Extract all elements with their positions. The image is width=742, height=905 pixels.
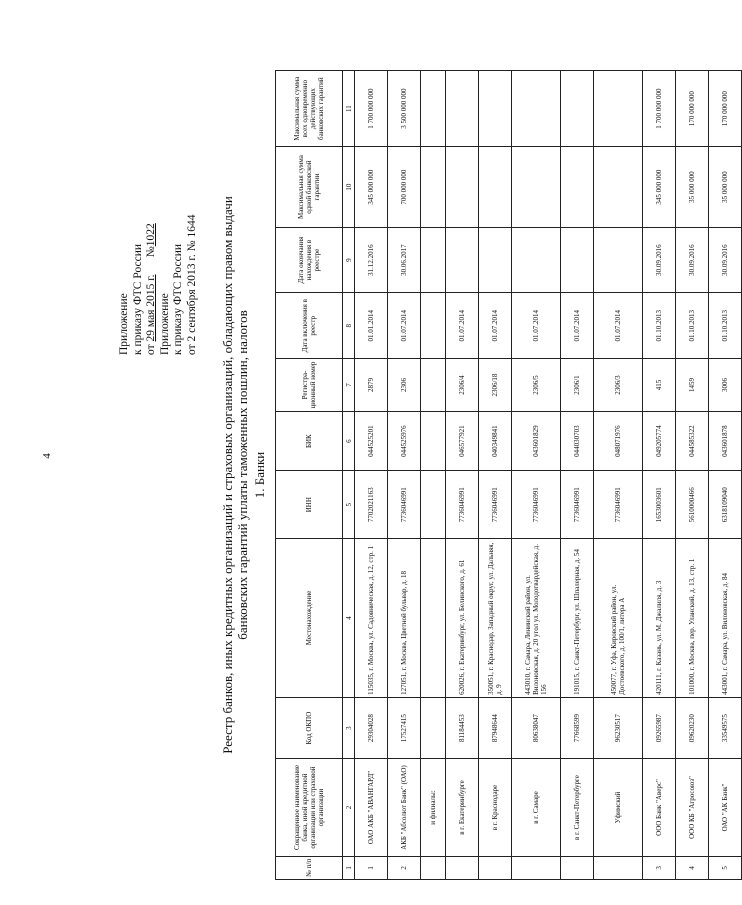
table-row [446, 71, 479, 880]
bik: 046577921 [446, 412, 479, 471]
max-total-guarantees [421, 71, 446, 147]
registration-number: 2879 [355, 359, 388, 412]
row-number [512, 856, 561, 879]
date-expiry [446, 227, 479, 293]
registration-number: 2306/1 [561, 359, 594, 412]
title-line-1: Реестр банков, иных кредитных организаций и страховых организаций, обладающих правом выдачи [220, 196, 235, 754]
column-header: Код ОКПО [276, 697, 343, 758]
title-line-2: банковских гарантий уплаты таможенных пошлин, налогов [235, 310, 250, 640]
bank-address: 101000, г. Москва, пер. Уланский, д. 13, стр. 1 [676, 539, 709, 698]
date-expiry [561, 227, 594, 293]
registration-number: 1459 [676, 359, 709, 412]
column-number: 8 [343, 293, 355, 359]
column-number: 9 [343, 227, 355, 293]
okpo-code: 81184453 [446, 697, 479, 758]
max-single-guarantee: 345 000 000 [355, 147, 388, 227]
bik: 049205774 [643, 412, 676, 471]
column-header: БИК [276, 412, 343, 471]
inn: 7736046991 [512, 471, 561, 539]
table-row [676, 71, 709, 880]
appendix-line-5: к приказу ФТС России [172, 244, 184, 355]
max-total-guarantees: 1 700 000 000 [643, 71, 676, 147]
date-included: 01.07.2014 [561, 293, 594, 359]
date-included: 01.07.2014 [388, 293, 421, 359]
date-expiry: 30.09.2016 [676, 227, 709, 293]
okpo-code: 33549575 [709, 697, 742, 758]
column-number: 4 [343, 539, 355, 698]
date-included: 01.07.2014 [479, 293, 512, 359]
max-total-guarantees [479, 71, 512, 147]
bank-address [421, 539, 446, 698]
max-total-guarantees [512, 71, 561, 147]
column-header: Регистра-ционный номер [276, 359, 343, 412]
column-number: 2 [343, 759, 355, 856]
okpo-code: 77668599 [561, 697, 594, 758]
bank-name: в г. Самаре [512, 759, 561, 856]
registration-number: 2306/18 [479, 359, 512, 412]
table-body [355, 71, 742, 880]
row-number [446, 856, 479, 879]
table-row [355, 71, 388, 880]
okpo-code: 09620230 [676, 697, 709, 758]
appendix-line-2: к приказу ФТС России [131, 244, 144, 355]
max-single-guarantee [512, 147, 561, 227]
row-number: 5 [709, 856, 742, 879]
table-row [512, 71, 561, 880]
okpo-code: 96230517 [594, 697, 643, 758]
okpo-code: 09265987 [643, 697, 676, 758]
column-header: Местонахождение [276, 539, 343, 698]
row-number: 4 [676, 856, 709, 879]
column-number: 5 [343, 471, 355, 539]
bank-name: ООО КБ "Агросоюз" [676, 759, 709, 856]
appendix-line-3 [145, 55, 159, 355]
date-expiry [421, 227, 446, 293]
registration-number [421, 359, 446, 412]
date-included [421, 293, 446, 359]
column-header: Максимальная сумма всех одновременно действующих банковских гарантий [276, 71, 343, 147]
date-expiry [479, 227, 512, 293]
date-included: 01.10.2013 [676, 293, 709, 359]
bank-address: 127051, г. Москва, Цветной бульвар, д. 18 [388, 539, 421, 698]
max-single-guarantee [446, 147, 479, 227]
appendix-order-number: 1022 [145, 223, 157, 247]
registration-number: 3006 [709, 359, 742, 412]
okpo-code: 29304028 [355, 697, 388, 758]
bank-address: 191015, г. Санкт-Петербург, ул. Шпалерная, д. 54 [561, 539, 594, 698]
page-number: 4 [40, 453, 53, 459]
date-expiry [512, 227, 561, 293]
date-included: 01.07.2014 [512, 293, 561, 359]
bik [421, 412, 446, 471]
table-row [421, 71, 446, 880]
inn: 7736046991 [388, 471, 421, 539]
date-included: 01.10.2013 [709, 293, 742, 359]
max-total-guarantees [446, 71, 479, 147]
table-header-row [276, 71, 343, 880]
inn: 7702021163 [355, 471, 388, 539]
bik: 040349841 [479, 412, 512, 471]
bik: 043601829 [512, 412, 561, 471]
column-number: 11 [343, 71, 355, 147]
appendix-line-4: Приложение [158, 293, 171, 355]
bank-name: в г. Краснодаре [479, 759, 512, 856]
bank-name: ООО Банк "Аверс" [643, 759, 676, 856]
max-total-guarantees: 170 000 000 [676, 71, 709, 147]
inn: 7736046991 [479, 471, 512, 539]
registration-number: 2306 [388, 359, 421, 412]
table-row [561, 71, 594, 880]
bik: 043601878 [709, 412, 742, 471]
column-header: Дата включения в реестр [276, 293, 343, 359]
inn: 6318109040 [709, 471, 742, 539]
appendix-block [118, 55, 199, 355]
row-number: 1 [355, 856, 388, 879]
max-single-guarantee: 345 000 000 [643, 147, 676, 227]
column-number: 3 [343, 697, 355, 758]
appendix-order-date: 29 мая 2015 г. [145, 274, 157, 342]
appendix-number-label: № [145, 246, 157, 258]
row-number [479, 856, 512, 879]
date-expiry: 30.09.2016 [643, 227, 676, 293]
registration-number: 2306/4 [446, 359, 479, 412]
date-included: 01.10.2013 [643, 293, 676, 359]
column-header: ИНН [276, 471, 343, 539]
table-row [479, 71, 512, 880]
bik: 044585322 [676, 412, 709, 471]
bank-address: 350051, г. Краснодар, Западный округ, ул. Дальняя, д. 9 [479, 539, 512, 698]
table-row [388, 71, 421, 880]
max-single-guarantee [561, 147, 594, 227]
row-number [561, 856, 594, 879]
appendix-line-1: Приложение [118, 293, 130, 355]
bank-address: 443010, г. Самара, Ленинский район, ул. Вилоновская, д. 20 угол ул. Молодогвардейская, д. 156 [512, 539, 561, 698]
max-single-guarantee [479, 147, 512, 227]
bank-address: 620026, г. Екатеринбург, ул. Белинского, д. 61 [446, 539, 479, 698]
date-included: 01.01.2014 [355, 293, 388, 359]
max-single-guarantee: 35 000 000 [709, 147, 742, 227]
registration-number: 2306/3 [594, 359, 643, 412]
okpo-code: 87948644 [479, 697, 512, 758]
table-row [709, 71, 742, 880]
okpo-code: 80638047 [512, 697, 561, 758]
row-number [594, 856, 643, 879]
inn: 7736046991 [594, 471, 643, 539]
table-column-numbers-row [343, 71, 355, 880]
bik: 044525976 [388, 412, 421, 471]
bik: 048071976 [594, 412, 643, 471]
column-header: Сокращенное наименование банка, иной кредитной организации или страховой организации [276, 759, 343, 856]
column-number: 6 [343, 412, 355, 471]
date-expiry: 30.09.2016 [709, 227, 742, 293]
max-single-guarantee: 700 000 000 [388, 147, 421, 227]
date-included: 01.07.2014 [594, 293, 643, 359]
column-header: № п/п [276, 856, 343, 879]
row-number [421, 856, 446, 879]
max-total-guarantees: 1 700 000 000 [355, 71, 388, 147]
bank-name: Уфимский [594, 759, 643, 856]
max-total-guarantees: 170 000 000 [709, 71, 742, 147]
column-number: 1 [343, 856, 355, 879]
date-expiry [594, 227, 643, 293]
max-single-guarantee [594, 147, 643, 227]
registry-table [275, 70, 742, 880]
max-single-guarantee: 35 000 000 [676, 147, 709, 227]
max-single-guarantee [421, 147, 446, 227]
okpo-code: 17527415 [388, 697, 421, 758]
column-header: Дата окончания нахождения в реестре [276, 227, 343, 293]
bank-name: в г. Санкт-Петербурге [561, 759, 594, 856]
row-number: 3 [643, 856, 676, 879]
appendix-date-prefix: от [145, 344, 157, 355]
max-total-guarantees: 3 500 000 000 [388, 71, 421, 147]
bank-name: и филиалы: [421, 759, 446, 856]
registration-number: 415 [643, 359, 676, 412]
table-row [643, 71, 676, 880]
inn: 1653003601 [643, 471, 676, 539]
max-total-guarantees [594, 71, 643, 147]
registration-number: 2306/5 [512, 359, 561, 412]
table-row [594, 71, 643, 880]
appendix-line-6: от 2 сентября 2013 г. № 1644 [185, 214, 198, 355]
column-number: 10 [343, 147, 355, 227]
bank-name: ОАО "АК Банк" [709, 759, 742, 856]
inn: 7736046991 [446, 471, 479, 539]
inn: 5610000466 [676, 471, 709, 539]
inn: 7736046991 [561, 471, 594, 539]
bank-address: 420111, г. Казань, ул. М. Джалиля, д. 3 [643, 539, 676, 698]
inn [421, 471, 446, 539]
date-expiry: 30.06.2017 [388, 227, 421, 293]
max-total-guarantees [561, 71, 594, 147]
bank-name: в г. Екатеринбурге [446, 759, 479, 856]
bik: 044525201 [355, 412, 388, 471]
column-number: 7 [343, 359, 355, 412]
okpo-code [421, 697, 446, 758]
bank-name: ОАО АКБ "АВАНГАРД" [355, 759, 388, 856]
bank-address: 115035, г. Москва, ул. Садовническая, д. 12, стр. 1 [355, 539, 388, 698]
row-number: 2 [388, 856, 421, 879]
bank-name: АКБ "Абсолют Банк" (ОАО) [388, 759, 421, 856]
date-expiry: 31.12.2016 [355, 227, 388, 293]
column-header: Максимальная сумма одной банковской гарантии [276, 147, 343, 227]
rotated-document [100, 45, 729, 905]
bank-address: 450077, г. Уфа, Кировский район, ул. Достоевского, д. 100/1, литера А [594, 539, 643, 698]
section-heading: 1. Банки [252, 451, 267, 499]
date-included: 01.07.2014 [446, 293, 479, 359]
bik: 044030703 [561, 412, 594, 471]
bank-address: 443001, г. Самара, ул. Вилоновская, д. 84 [709, 539, 742, 698]
document-title [220, 65, 250, 885]
